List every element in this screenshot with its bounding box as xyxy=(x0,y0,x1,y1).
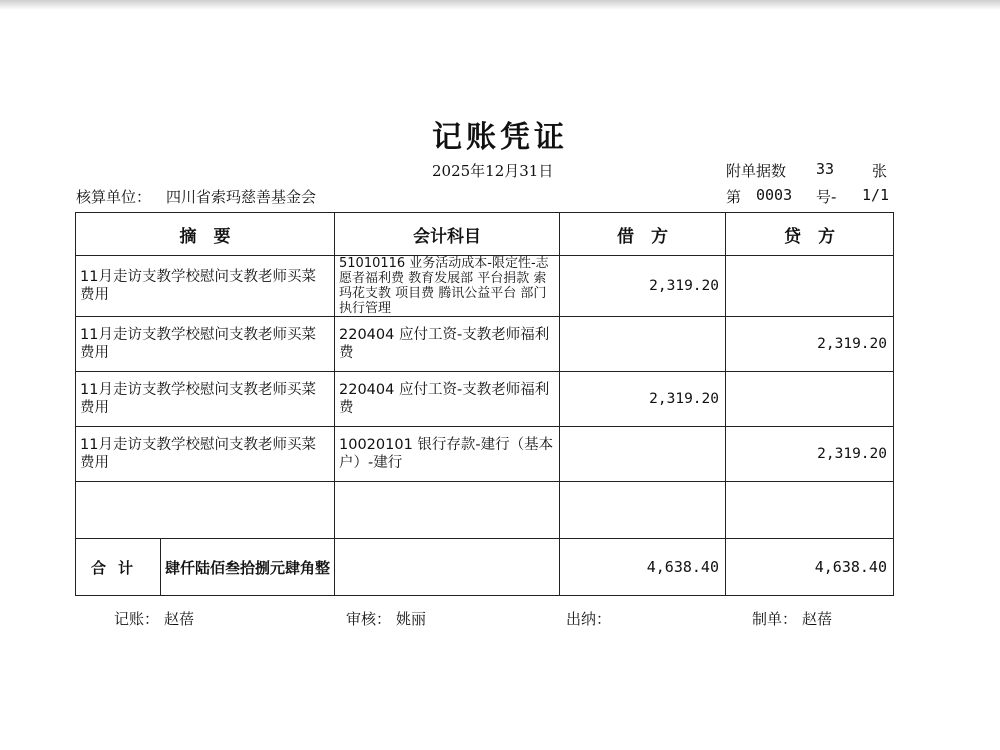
voucher-number-suffix: 号- xyxy=(816,188,837,206)
attachments-label: 附单据数 xyxy=(726,162,787,180)
row-debit: 2,319.20 xyxy=(560,372,726,427)
voucher-number-prefix: 第 xyxy=(726,188,742,206)
row-credit: 2,319.20 xyxy=(726,427,894,482)
row-account: 10020101 银行存款-建行（基本户）-建行 xyxy=(335,427,560,482)
row-credit xyxy=(726,256,894,317)
accounting-unit-name: 四川省索玛慈善基金会 xyxy=(166,188,317,206)
empty-cell xyxy=(560,482,726,539)
reviewer-label: 审核： xyxy=(346,610,392,628)
total-credit: 4,638.40 xyxy=(726,539,894,596)
row-summary: 11月走访支教学校慰问支教老师买菜费用 xyxy=(76,372,335,427)
table-row xyxy=(76,317,894,372)
table-header-row xyxy=(76,213,894,256)
preparer-label: 制单： xyxy=(752,610,798,628)
cashier-label: 出纳： xyxy=(566,610,612,628)
row-credit: 2,319.20 xyxy=(726,317,894,372)
account-header: 会计科目 xyxy=(335,213,560,256)
row-account: 51010116 业务活动成本-限定性-志愿者福利费 教育发展部 平台捐款 索玛花支教 项目费 腾讯公益平台 部门执行管理 xyxy=(335,256,560,317)
scan-edge-shadow xyxy=(0,0,1000,10)
row-debit xyxy=(560,317,726,372)
reviewer-name: 姚丽 xyxy=(396,610,427,628)
row-credit xyxy=(726,372,894,427)
row-account: 220404 应付工资-支教老师福利费 xyxy=(335,372,560,427)
row-summary: 11月走访支教学校慰问支教老师买菜费用 xyxy=(76,256,335,317)
voucher-number: 0003 xyxy=(756,186,793,204)
voucher-title: 记账凭证 xyxy=(432,120,568,155)
row-debit: 2,319.20 xyxy=(560,256,726,317)
voucher-date: 2025年12月31日 xyxy=(432,162,554,180)
table-row xyxy=(76,427,894,482)
empty-row xyxy=(76,482,894,539)
total-cell xyxy=(76,539,335,596)
row-summary: 11月走访支教学校慰问支教老师买菜费用 xyxy=(76,427,335,482)
table-row xyxy=(76,256,894,317)
preparer-name: 赵蓓 xyxy=(802,610,833,628)
attachments-unit: 张 xyxy=(872,162,888,180)
bookkeeper-label: 记账： xyxy=(114,610,160,628)
total-row xyxy=(76,539,894,596)
row-debit xyxy=(560,427,726,482)
row-account: 220404 应付工资-支教老师福利费 xyxy=(335,317,560,372)
summary-header: 摘 要 xyxy=(76,213,335,256)
empty-cell xyxy=(335,482,560,539)
empty-cell xyxy=(76,482,335,539)
total-label: 合计 xyxy=(76,539,161,595)
attachments-count: 33 xyxy=(816,160,835,178)
voucher-table xyxy=(75,212,894,596)
table-row xyxy=(76,372,894,427)
total-amount-in-words: 肆仟陆佰叁拾捌元肆角整 xyxy=(165,558,331,577)
accounting-unit-label: 核算单位： xyxy=(76,188,152,206)
total-account-cell xyxy=(335,539,560,596)
debit-header: 借 方 xyxy=(560,213,726,256)
row-summary: 11月走访支教学校慰问支教老师买菜费用 xyxy=(76,317,335,372)
credit-header: 贷 方 xyxy=(726,213,894,256)
total-debit: 4,638.40 xyxy=(560,539,726,596)
bookkeeper-name: 赵蓓 xyxy=(164,610,195,628)
empty-cell xyxy=(726,482,894,539)
voucher-page: 1/1 xyxy=(862,186,890,204)
